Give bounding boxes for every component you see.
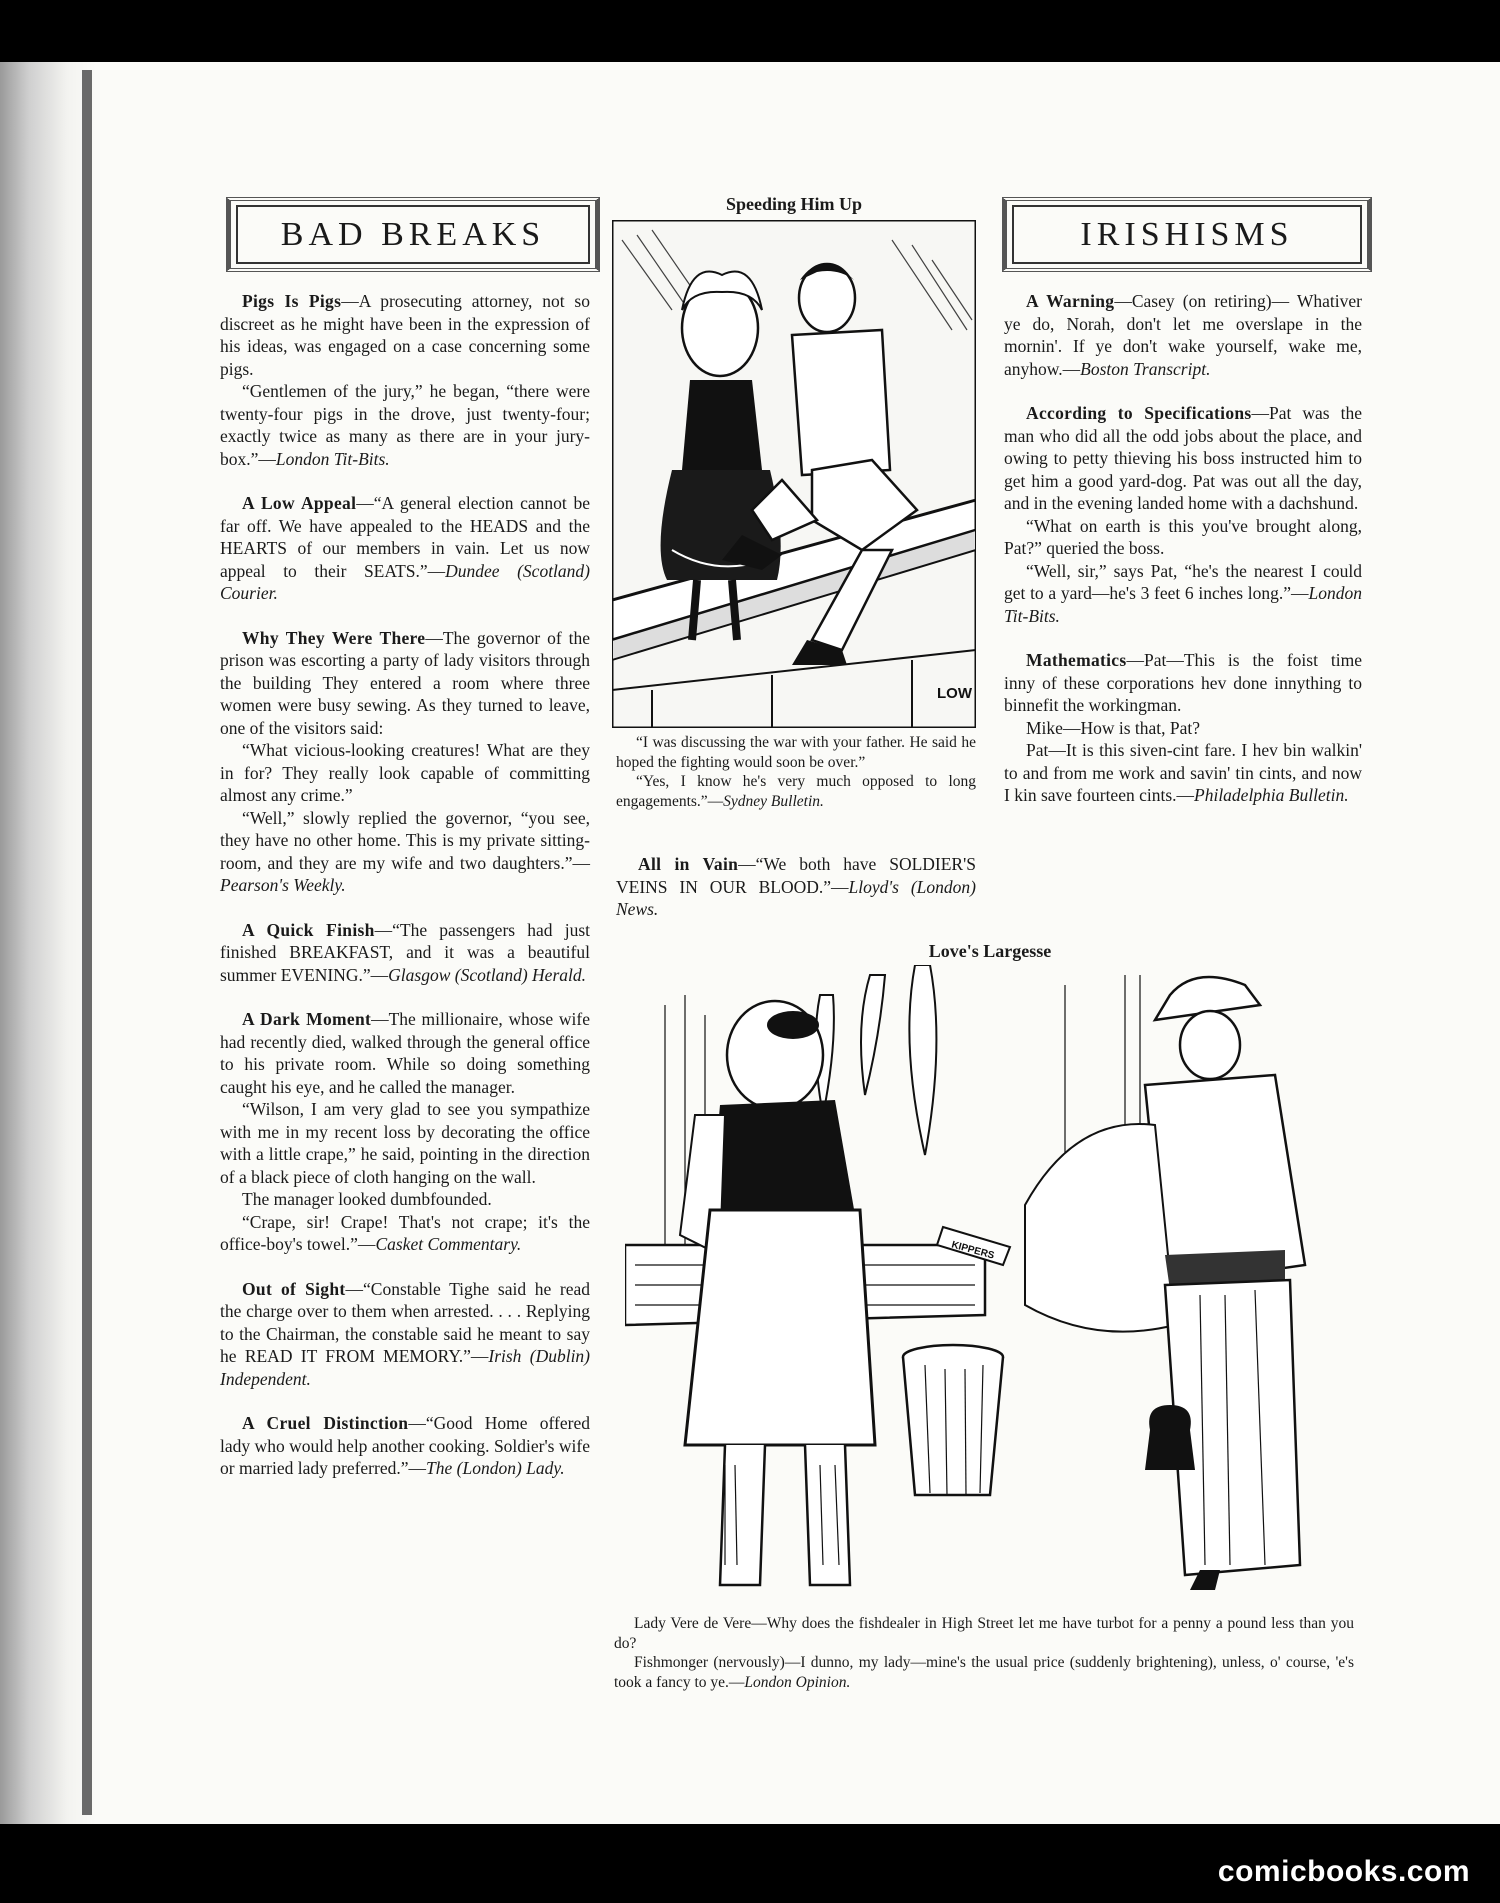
entry-title: According to Specifications [1026,403,1252,423]
caption-text: Fishmonger (nervously)—I dunno, my lady—mine's the usual price (suddenly brightening), unless, o' course, 'e's took a fancy to ye.— [614,1654,1354,1691]
joke-entry [1004,649,1362,807]
entry-paragraph [1004,649,1362,717]
entry-paragraph [1004,402,1362,515]
entry-title: A Low Appeal [242,493,357,513]
entry-text: —Pat was the man who did all the odd jobs about the place, and owing to petty thieving his boss instructed him to get him a good yard-dog. Pat was out all the day, and in the evening landed home with a dachshund. [1004,403,1362,513]
entry-paragraph [220,1188,590,1211]
binding-edge [82,70,92,1815]
joke-entry [220,290,590,470]
caption-paragraph [614,1653,1354,1692]
entry-title: Why They Were There [242,627,426,648]
entry-source: London Tit-Bits. [275,448,390,469]
joke-entry [220,919,590,987]
entry-title: A Cruel Distinction [242,1413,409,1433]
joke-entry [220,1412,590,1480]
entry-text: The manager looked dumbfounded. [242,1189,492,1209]
joke-entry [220,627,590,897]
entry-text: “Well, sir,” says Pat, “he's the nearest I could get to a yard—he's 3 feet 6 inches long.”— [1004,560,1362,603]
entry-paragraph [1004,717,1362,740]
entry-paragraph [220,807,590,897]
joke-entry [1004,402,1362,627]
entry-text: —“Good Home offered lady who would help another cooking. Soldier's wife or married lady preferred.”— [220,1413,590,1478]
entry-source: Boston Transcript. [1080,358,1211,379]
entry-source: Dundee (Scotland) Courier. [220,560,590,603]
joke-entry [220,1008,590,1256]
entry-paragraph [1004,560,1362,628]
entry-paragraph [1004,515,1362,560]
caption-text: “Yes, I know he's very much opposed to long engagements.”— [616,773,976,810]
caption-source: Sydney Bulletin. [723,792,824,810]
entry-source: Casket Commentary. [375,1234,522,1254]
entry-text: —Pat—This is the foist time inny of these corporations hev done innything to binnefit the workingman. [1004,650,1362,715]
entry-paragraph [220,739,590,807]
loves-largesse-title: Love's Largesse [928,941,1052,961]
entry-title: A Quick Finish [242,919,375,940]
entry-title: A Dark Moment [242,1009,372,1029]
cartoon-signature: LOW [937,685,972,702]
bucket [903,1345,1003,1495]
joke-entry [220,1278,590,1391]
entry-paragraph [220,1211,590,1256]
loves-largesse-caption [614,1614,1354,1692]
entry-source: The (London) Lady. [426,1458,565,1478]
entry-paragraph [1004,290,1362,380]
entry-text: —“A general election cannot be far off. We have appealed to the HEADS and the HEARTS of our members in vain. Let us now appeal to their SEATS.”— [220,493,591,581]
irishisms-header [1012,205,1362,264]
entry-text: Pat—It is this siven-cint fare. I hev bin walkin' to and from me work and savin' tin cints, and now I kin save fourteen cints.— [1004,740,1362,805]
entry-source: Irish (Dublin) Independent. [220,1346,591,1389]
entry-paragraph [220,1008,590,1098]
fishmonger-figure [680,1001,875,1585]
caption-source: London Opinion. [744,1673,851,1691]
entry-paragraph [616,853,976,921]
entry-source: Philadelphia Bulletin. [1194,785,1349,805]
bad-breaks-header-text: BAD BREAKS [280,215,546,253]
irishisms-header-text: IRISHISMS [1080,215,1294,253]
entry-title: Out of Sight [242,1278,346,1299]
lady-figure [1025,977,1305,1590]
svg-text:KIPPERS: KIPPERS [950,1239,996,1262]
bad-breaks-column [220,290,590,1502]
bad-breaks-header [236,205,590,264]
speeding-him-up-caption [616,733,976,811]
entry-paragraph [1004,739,1362,807]
entry-text: “What on earth is this you've brought along, Pat?” queried the boss. [1004,515,1362,558]
entry-text: —The governor of the prison was escorting a party of lady visitors through the building They entered a room where three women were busy sewing. As they turned to leave, one of the visitors said: [220,627,590,738]
entry-paragraph [220,1278,590,1391]
all-in-vain-entry [616,853,976,921]
entry-source: Glasgow (Scotland) Herald. [388,964,586,985]
entry-title: A Warning [1026,291,1115,311]
joke-entry [1004,290,1362,380]
caption-text: Lady Vere de Vere—Why does the fishdealer in High Street let me have turbot for a penny a pound less than you do? [614,1615,1354,1652]
entry-paragraph [220,380,590,470]
loves-largesse-cartoon [625,965,1360,1610]
joke-entry [220,492,590,605]
entry-text: —A prosecuting attorney, not so discreet as he might have been in the expression of his ideas, was engaged on a case concerning some pigs. [220,291,590,379]
entry-paragraph [220,492,590,605]
entry-text: “Gentlemen of the jury,” he began, “there were twenty-four pigs in the drove, just twenty-four; exactly twice as many as there are in your jury-box.”— [220,381,590,469]
speeding-him-up-title: Speeding Him Up [725,194,863,214]
entry-text: “Wilson, I am very glad to see you sympathize with me in my recent loss by decorating the office with a little crape,” he said, pointing in the direction of a black piece of cloth hanging on the wall. [220,1099,590,1187]
entry-paragraph [220,1098,590,1188]
caption-paragraph [616,772,976,811]
entry-paragraph [220,1412,590,1480]
caption-text: “I was discussing the war with your father. He said he hoped the fighting would soon be over.” [616,734,976,771]
entry-text: —“The passengers had just finished BREAKFAST, and it was a beautiful summer EVENING.”— [220,919,590,985]
entry-paragraph [220,627,590,740]
entry-text: “Crape, sir! Crape! That's not crape; it's the office-boy's towel.”— [220,1211,590,1254]
entry-source: Pearson's Weekly. [220,875,346,895]
entry-text: —The millionaire, whose wife had recently died, walked through the general office to his private room. While so doing something caught his eye, and he called the manager. [220,1009,590,1097]
irishisms-column [1004,290,1362,829]
speeding-him-up-cartoon [612,220,976,728]
site-watermark: comicbooks.com [1217,1855,1470,1888]
entry-source: Lloyd's (London) News. [616,876,976,919]
entry-title: Mathematics [1026,650,1127,670]
entry-text: —“Constable Tighe said he read the charge over to them when arrested. . . . Replying to the Chairman, the constable said he meant to say he READ IT FROM MEMORY.”— [220,1278,590,1366]
entry-text: “Well,” slowly replied the governor, “you see, they have no other home. This is my private sitting-room, and they are my wife and two daughters.”— [220,807,590,873]
entry-title: Pigs Is Pigs [242,291,342,311]
entry-paragraph [220,290,590,380]
caption-paragraph [616,733,976,772]
caption-paragraph [614,1614,1354,1653]
entry-text: Mike—How is that, Pat? [1026,717,1201,738]
entry-title: All in Vain [638,854,739,874]
entry-text: —“We both have SOLDIER'S VEINS IN OUR BLOOD.”— [616,854,976,897]
entry-text: “What vicious-looking creatures! What are they in for? They really look capable of committing almost any crime.” [220,740,590,805]
entry-paragraph [220,919,590,987]
entry-source: London Tit-Bits. [1004,583,1362,626]
entry-text: —Casey (on retiring)— Whativer ye do, Norah, don't let me overslape in the mornin'. If ye don't wake yourself, wake me, anyhow.— [1004,291,1362,379]
